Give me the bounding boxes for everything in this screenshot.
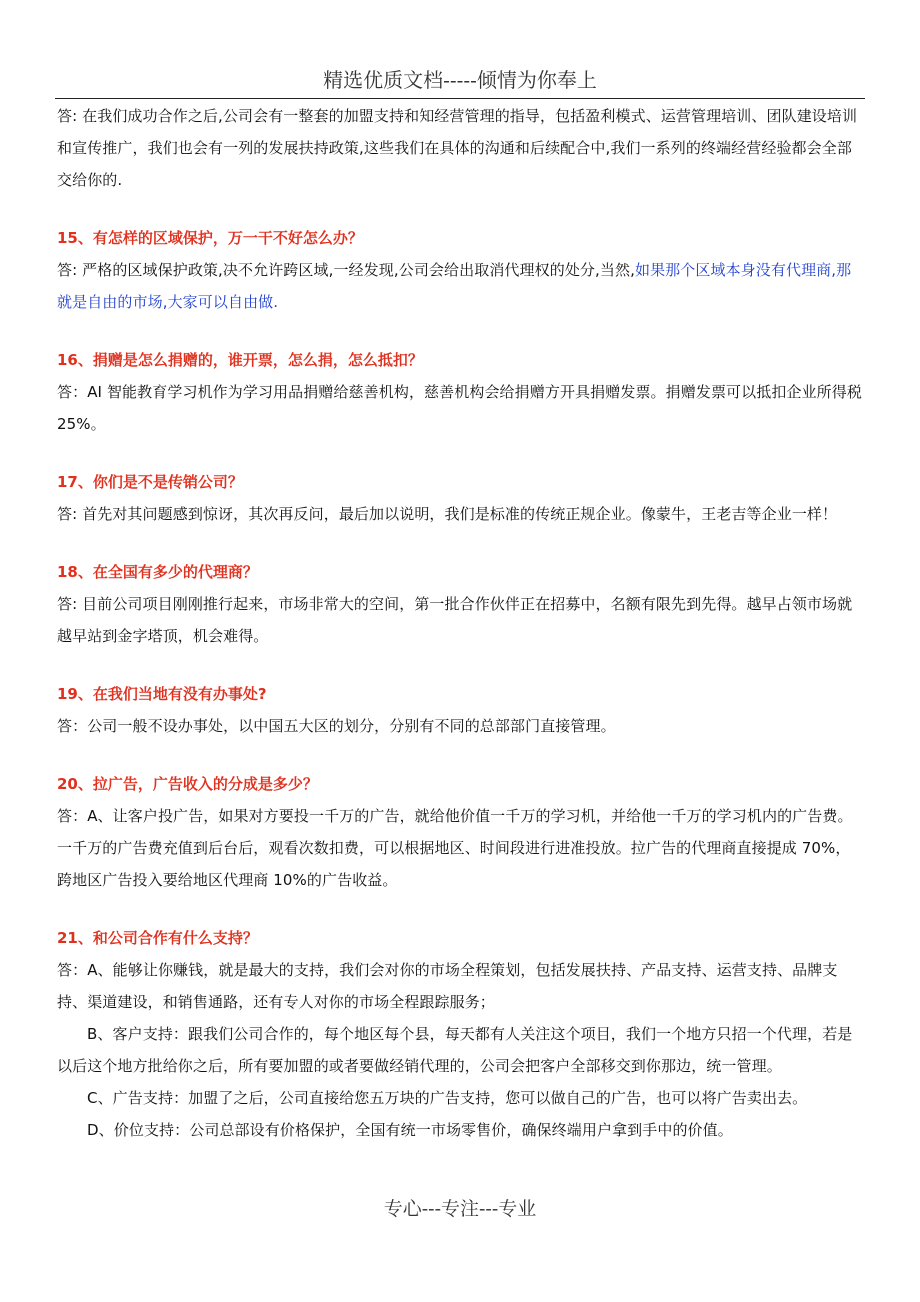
answer-19: 答：公司一般不设办事处，以中国五大区的划分，分别有不同的总部部门直接管理。 — [57, 717, 616, 735]
header-divider — [55, 98, 865, 99]
answer-15-text: 答: 严格的区域保护政策,决不允许跨区域,一经发现,公司会给出取消代理权的处分,当然, — [57, 261, 635, 279]
answer-17: 答: 首先对其问题感到惊讶，其次再反问，最后加以说明，我们是标准的传统正规企业。像蒙牛，王老吉等企业一样！ — [57, 505, 838, 523]
answer-20: 答：A、让客户投广告，如果对方要投一千万的广告，就给他价值一千万的学习机，并给他一千万的学习机内的广告费。一千万的广告费充值到后台后，观看次数扣费，可以根据地区、时间段进行进准投放。拉广告的代理商直接提成 70%，跨地区广告投入要给地区代理商 10%的广告收益。 — [57, 807, 853, 889]
answer-14: 答: 在我们成功合作之后,公司会有一整套的加盟支持和知经营管理的指导，包括盈利模式、运营管理培训、团队建设培训和宣传推广，我们也会有一列的发展扶持政策,这些我们在具体的沟通和后续配合中,我们一系列的终端经营经验都会全部交给你的. — [57, 107, 858, 189]
answer-15-highlight: 如果那个区域本身没有代理商,那就是自由的市场,大家可以自由做. — [57, 261, 852, 311]
answer-21-b: B、客户支持：跟我们公司合作的，每个地区每个县，每天都有人关注这个项目，我们一个地方只招一个代理，若是以后这个地方批给你之后，所有要加盟的或者要做经销代理的，公司会把客户全部移交到你那边，统一管理。 — [57, 1025, 853, 1075]
answer-15 — [57, 254, 863, 318]
answer-21-a: 答：A、能够让你赚钱，就是最大的支持，我们会对你的市场全程策划，包括发展扶持、产品支持、运营支持、品牌支持、渠道建设，和销售通路，还有专人对你的市场全程跟踪服务； — [57, 961, 838, 1011]
answer-21-d: D、价位支持：公司总部设有价格保护，全国有统一市场零售价，确保终端用户拿到手中的价值。 — [87, 1121, 733, 1139]
document-body — [57, 100, 863, 1146]
question-18: 18、在全国有多少的代理商？ — [57, 563, 258, 581]
question-15: 15、有怎样的区域保护，万一干不好怎么办？ — [57, 229, 363, 247]
answer-21-c: C、广告支持：加盟了之后，公司直接给您五万块的广告支持，您可以做自己的广告，也可以将广告卖出去。 — [87, 1089, 808, 1107]
answer-16: 答：AI 智能教育学习机作为学习用品捐赠给慈善机构，慈善机构会给捐赠方开具捐赠发票。捐赠发票可以抵扣企业所得税 25%。 — [57, 383, 862, 433]
answer-18: 答: 目前公司项目刚刚推行起来，市场非常大的空间，第一批合作伙伴正在招募中，名额有限先到先得。越早占领市场就越早站到金字塔顶，机会难得。 — [57, 595, 853, 645]
question-21: 21、和公司合作有什么支持？ — [57, 929, 258, 947]
question-17: 17、你们是不是传销公司？ — [57, 473, 243, 491]
question-16: 16、捐赠是怎么捐赠的，谁开票，怎么捐，怎么抵扣？ — [57, 351, 423, 369]
page-header: 精选优质文档-----倾情为你奉上 — [323, 68, 597, 92]
page-footer: 专心---专注---专业 — [383, 1198, 537, 1220]
question-20: 20、拉广告，广告收入的分成是多少？ — [57, 775, 318, 793]
question-19: 19、在我们当地有没有办事处? — [57, 685, 267, 703]
